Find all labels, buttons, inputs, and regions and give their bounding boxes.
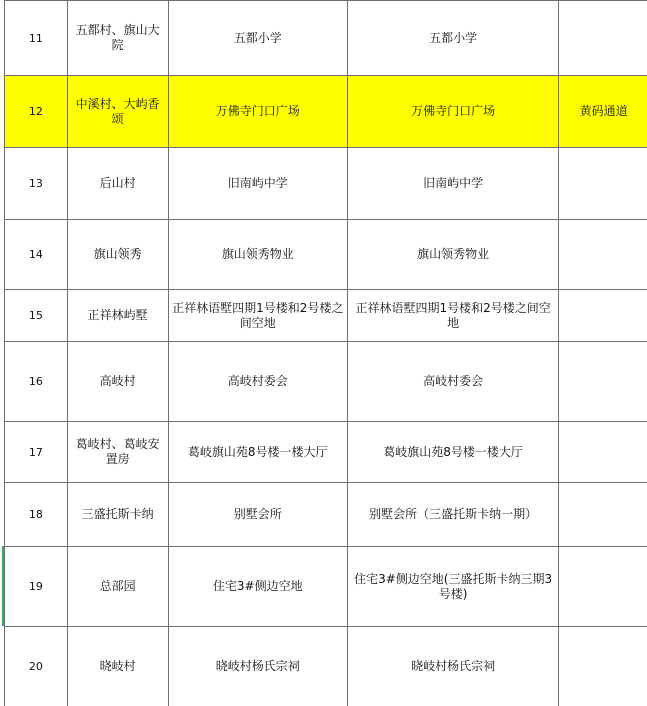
site-a-cell[interactable]: 晓岐村杨氏宗祠: [168, 627, 347, 706]
village-cell[interactable]: 正祥林屿墅: [67, 290, 168, 342]
village-cell[interactable]: 高岐村: [67, 342, 168, 422]
site-a-cell[interactable]: 高岐村委会: [168, 342, 347, 422]
note-cell[interactable]: [559, 290, 647, 342]
note-cell[interactable]: [559, 422, 647, 483]
village-cell[interactable]: 旗山领秀: [67, 220, 168, 290]
row-number[interactable]: 19: [5, 547, 68, 627]
table-row[interactable]: [5, 483, 647, 547]
village-cell[interactable]: 中溪村、大屿香颂: [67, 76, 168, 148]
site-b-cell[interactable]: 旗山领秀物业: [347, 220, 558, 290]
site-a-cell[interactable]: 正祥林语墅四期1号楼和2号楼之间空地: [168, 290, 347, 342]
village-cell[interactable]: 总部园: [67, 547, 168, 627]
note-cell[interactable]: [559, 342, 647, 422]
table-row[interactable]: [5, 220, 647, 290]
sampling-sites-table: [4, 0, 647, 706]
table-row[interactable]: [5, 290, 647, 342]
site-a-cell[interactable]: 旧南屿中学: [168, 148, 347, 220]
site-a-cell[interactable]: 万佛寺门口广场: [168, 76, 347, 148]
village-cell[interactable]: 五都村、旗山大院: [67, 1, 168, 76]
table-row[interactable]: [5, 627, 647, 706]
site-b-cell[interactable]: 住宅3#侧边空地(三盛托斯卡纳三期3号楼): [347, 547, 558, 627]
site-b-cell[interactable]: 正祥林语墅四期1号楼和2号楼之间空地: [347, 290, 558, 342]
row-number[interactable]: 12: [5, 76, 68, 148]
table-row[interactable]: [5, 547, 647, 627]
row-number[interactable]: 20: [5, 627, 68, 706]
village-cell[interactable]: 三盛托斯卡纳: [67, 483, 168, 547]
village-cell[interactable]: 晓岐村: [67, 627, 168, 706]
table-row[interactable]: [5, 1, 647, 76]
row-number[interactable]: 16: [5, 342, 68, 422]
row-number[interactable]: 11: [5, 1, 68, 76]
site-b-cell[interactable]: 别墅会所（三盛托斯卡纳一期）: [347, 483, 558, 547]
site-b-cell[interactable]: 葛岐旗山苑8号楼一楼大厅: [347, 422, 558, 483]
site-a-cell[interactable]: 葛岐旗山苑8号楼一楼大厅: [168, 422, 347, 483]
note-cell[interactable]: [559, 547, 647, 627]
site-a-cell[interactable]: 旗山领秀物业: [168, 220, 347, 290]
site-a-cell[interactable]: 住宅3#侧边空地: [168, 547, 347, 627]
site-b-cell[interactable]: 晓岐村杨氏宗祠: [347, 627, 558, 706]
site-b-cell[interactable]: 五都小学: [347, 1, 558, 76]
note-cell[interactable]: [559, 148, 647, 220]
table-row[interactable]: [5, 76, 647, 148]
village-cell[interactable]: 后山村: [67, 148, 168, 220]
row-number[interactable]: 17: [5, 422, 68, 483]
row-number[interactable]: 14: [5, 220, 68, 290]
site-a-cell[interactable]: 别墅会所: [168, 483, 347, 547]
village-cell[interactable]: 葛岐村、葛岐安置房: [67, 422, 168, 483]
note-cell[interactable]: [559, 1, 647, 76]
note-cell[interactable]: [559, 483, 647, 547]
note-cell[interactable]: [559, 627, 647, 706]
site-b-cell[interactable]: 旧南屿中学: [347, 148, 558, 220]
site-b-cell[interactable]: 高岐村委会: [347, 342, 558, 422]
table-row[interactable]: [5, 422, 647, 483]
table-row[interactable]: [5, 148, 647, 220]
site-a-cell[interactable]: 五都小学: [168, 1, 347, 76]
row-number[interactable]: 15: [5, 290, 68, 342]
row-number[interactable]: 18: [5, 483, 68, 547]
row-number[interactable]: 13: [5, 148, 68, 220]
note-cell[interactable]: 黄码通道: [559, 76, 647, 148]
site-b-cell[interactable]: 万佛寺门口广场: [347, 76, 558, 148]
note-cell[interactable]: [559, 220, 647, 290]
table-row[interactable]: [5, 342, 647, 422]
